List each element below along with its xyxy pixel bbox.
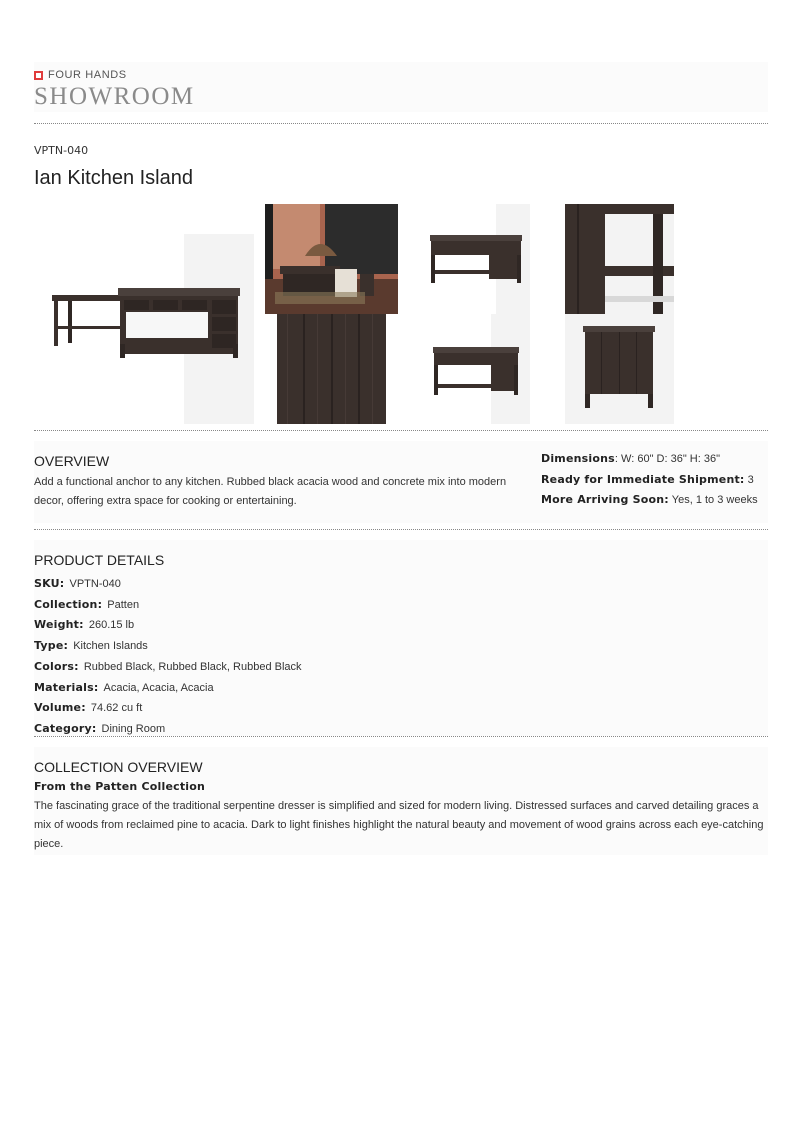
main-product-image[interactable]: [34, 204, 254, 424]
lifestyle-image[interactable]: [265, 204, 398, 314]
collection-heading: COLLECTION OVERVIEW: [34, 759, 203, 775]
collection-section: [34, 747, 768, 855]
detail-category: Category: Dining Room: [34, 721, 166, 735]
overview-text: Add a functional anchor to any kitchen. Rubbed black acacia wood and concrete mix into modern decor, offering extra space for cooking or entertaining.: [34, 476, 507, 507]
angle-front-image[interactable]: [421, 204, 530, 314]
overview-section: [34, 441, 768, 523]
spec-value: Yes, 1 to 3 weeks: [671, 494, 758, 507]
overview-specs: [541, 448, 758, 510]
spec-dimensions: Dimensions: W: 60" D: 36" H: 36": [541, 452, 720, 465]
spec-label: Dimensions: [541, 452, 615, 465]
spec-ready-shipment: [541, 469, 758, 490]
back-view-image[interactable]: [421, 314, 530, 424]
spec-sheet: [34, 62, 768, 855]
spec-more-arriving: [541, 489, 758, 510]
leg-closeup-image[interactable]: [565, 204, 674, 314]
brand-row: [34, 69, 127, 81]
collection-text: The fascinating grace of the traditional serpentine dresser is simplified and sized for modern living. Distressed surfaces and carved detailing graces a mix of woods from reclaimed pine to acacia. Dark to light finishes highlight the natural beauty and movement of wood grains across each eye-catching piece.: [34, 800, 764, 850]
product-gallery: [34, 204, 768, 426]
collection-subheading: From the Patten Collection: [34, 780, 206, 793]
details-heading: PRODUCT DETAILS: [34, 552, 165, 568]
showroom-title: SHOWROOM: [34, 83, 195, 110]
divider: [34, 529, 768, 530]
brand-logo-icon: [34, 71, 43, 80]
detail-type: Type: Kitchen Islands: [34, 639, 148, 653]
product-sku: VPTN-040: [34, 144, 89, 157]
product-details-section: [34, 540, 768, 736]
spec-label: More Arriving Soon:: [541, 493, 669, 507]
detail-materials: Materials: Acacia, Acacia, Acacia: [34, 680, 214, 694]
spec-label: Ready for Immediate Shipment:: [541, 472, 745, 486]
detail-colors: Colors: Rubbed Black, Rubbed Black, Rubbed Black: [34, 659, 302, 673]
brand-name: FOUR HANDS: [48, 69, 127, 81]
overview-heading: OVERVIEW: [34, 453, 110, 469]
detail-wood-image[interactable]: [277, 314, 386, 424]
divider: [34, 123, 768, 124]
divider: [34, 430, 768, 431]
spec-value: 3: [747, 473, 754, 486]
detail-sku: SKU: VPTN-040: [34, 577, 121, 590]
side-view-image[interactable]: [565, 314, 674, 424]
details-list: [34, 573, 302, 739]
product-title: Ian Kitchen Island: [34, 167, 193, 189]
spec-value: W: 60" D: 36" H: 36": [621, 453, 720, 465]
detail-volume: Volume: 74.62 cu ft: [34, 701, 143, 715]
detail-collection: Collection: Patten: [34, 597, 140, 611]
detail-weight: Weight: 260.15 lb: [34, 618, 135, 632]
header: [34, 62, 768, 112]
